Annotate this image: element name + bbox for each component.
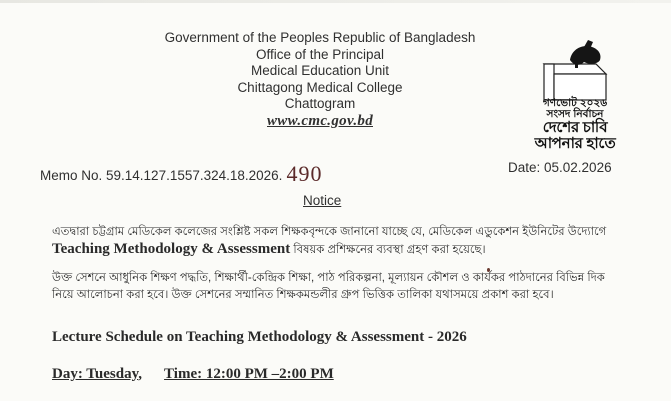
slogan-key: দেশের চাবি xyxy=(542,119,608,137)
letterhead-unit: Medical Education Unit xyxy=(250,63,390,78)
notice-title: Notice xyxy=(303,193,342,208)
letterhead-government: Government of the Peoples Republic of Bangladesh xyxy=(164,30,476,45)
schedule-day: Day: Tuesday xyxy=(52,366,139,382)
slogan-election: সংসদ নির্বাচন xyxy=(546,108,604,121)
letterhead xyxy=(150,30,490,129)
slogan-hand: আপনার হাতে xyxy=(534,134,616,152)
letterhead-college: Chittagong Medical College xyxy=(237,79,403,95)
schedule-time: Time: 12:00 PM –2:00 PM xyxy=(164,366,334,382)
memo-number xyxy=(40,160,322,186)
paragraph-1-end: বিষয়ক প্রশিক্ষনের ব্যবস্থা গ্রহণ করা হয়েছে। xyxy=(290,244,486,256)
notice-date: Date: 05.02.2026 xyxy=(508,160,612,175)
handwritten-memo-number: 490 xyxy=(286,161,323,186)
notice-paragraph-1 xyxy=(52,224,622,259)
schedule-day-comma: , xyxy=(138,366,143,382)
scan-edge xyxy=(0,0,671,3)
letterhead-office: Office of the Principal xyxy=(255,46,385,62)
paragraph-1-intro: এতদ্বারা চট্টগ্রাম মেডিকেল কলেজের সংশ্লিষ্ট সকল শিক্ষকবৃন্দকে জানানো যাচ্ছে যে, মেডিকেল এডুকেশন ইউনিটের উদ্যোগে xyxy=(52,226,607,238)
letterhead-city: Chattogram xyxy=(284,96,356,111)
slogan-referendum: গণভোট ২০২৬ xyxy=(542,97,608,109)
memo-text: Memo No. 59.14.127.1557.324.18.2026. xyxy=(40,168,283,183)
website-link[interactable]: www.cmc.gov.bd xyxy=(267,112,373,129)
schedule-title: Lecture Schedule on Teaching Methodology & Assessment - 2026 xyxy=(52,329,467,345)
notice-paragraph-2: উক্ত সেশনে আধুনিক শিক্ষণ পদ্ধতি, শিক্ষার্থী-কেন্দ্রিক শিক্ষা, পাঠ পরিকল্পনা, মূল্যায়ন কৌশল ও কার্যকর পাঠদানের বিভিন্ন দিক নিয়ে আলোচনা করা হবে। উক্ত সেশনের সম্মানিত শিক্ষকমন্ডলীর গ্রুপ ভিত্তিক তালিকা যথাসময়ে প্রকাশ করা হবে। xyxy=(52,272,605,301)
training-topic: Teaching Methodology & Assessment xyxy=(52,241,291,257)
election-slogan xyxy=(527,98,623,152)
schedule-day-time xyxy=(52,366,334,383)
